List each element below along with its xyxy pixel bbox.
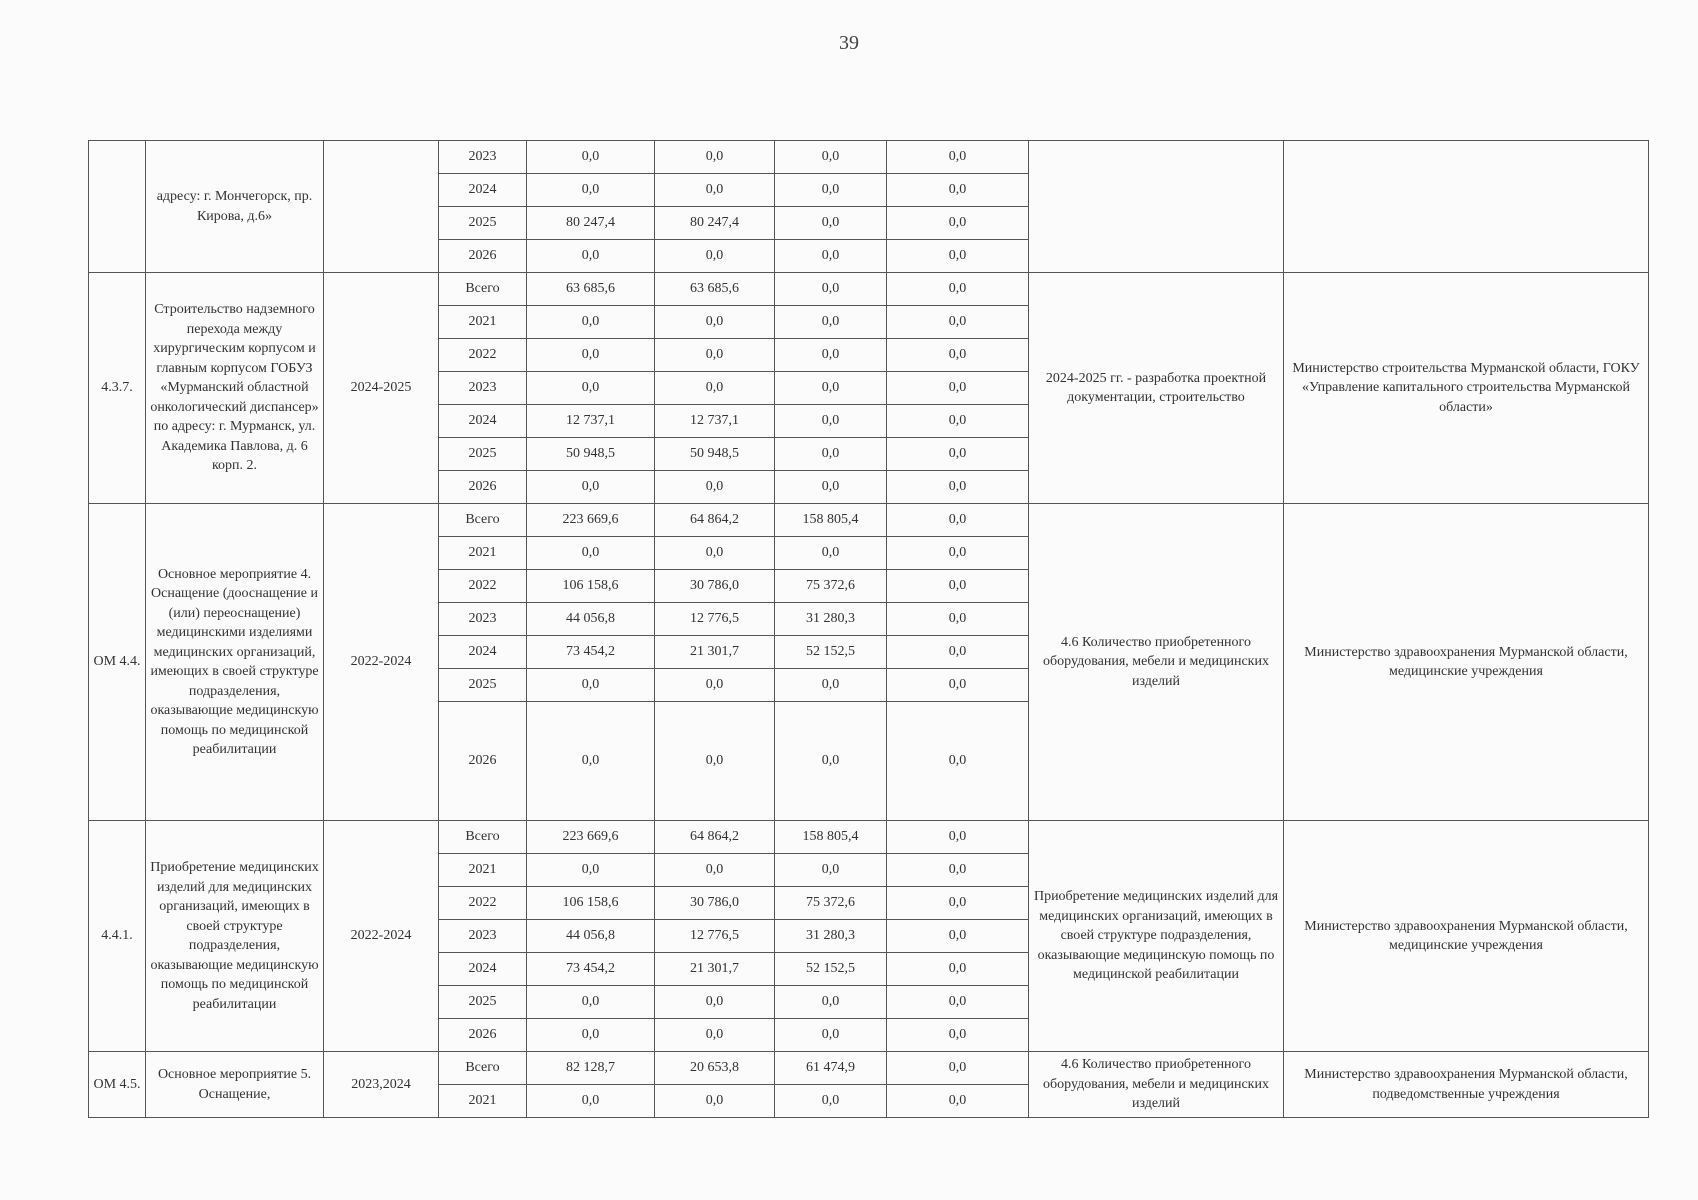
year-cell: 2026 bbox=[439, 1019, 527, 1052]
value-cell: 12 737,1 bbox=[527, 405, 655, 438]
row-period: 2024-2025 bbox=[324, 273, 439, 504]
value-cell: 0,0 bbox=[655, 854, 775, 887]
value-cell: 106 158,6 bbox=[527, 570, 655, 603]
value-cell: 0,0 bbox=[887, 570, 1029, 603]
value-cell: 30 786,0 bbox=[655, 570, 775, 603]
value-cell: 52 152,5 bbox=[775, 636, 887, 669]
year-cell: 2021 bbox=[439, 537, 527, 570]
row-period: 2023,2024 bbox=[324, 1052, 439, 1118]
value-cell: 0,0 bbox=[775, 207, 887, 240]
value-cell: 0,0 bbox=[775, 1085, 887, 1118]
value-cell: 0,0 bbox=[775, 240, 887, 273]
value-cell: 0,0 bbox=[887, 1085, 1029, 1118]
value-cell: 21 301,7 bbox=[655, 953, 775, 986]
year-cell: 2026 bbox=[439, 471, 527, 504]
page-number: 39 bbox=[839, 32, 859, 54]
row-code: 4.3.7. bbox=[89, 273, 146, 504]
value-cell: 0,0 bbox=[775, 537, 887, 570]
year-cell: 2023 bbox=[439, 372, 527, 405]
year-cell: 2024 bbox=[439, 636, 527, 669]
value-cell: 0,0 bbox=[655, 1019, 775, 1052]
value-cell: 158 805,4 bbox=[775, 504, 887, 537]
year-cell: 2023 bbox=[439, 920, 527, 953]
value-cell: 0,0 bbox=[527, 240, 655, 273]
table-row bbox=[89, 504, 1649, 537]
value-cell: 0,0 bbox=[775, 306, 887, 339]
value-cell: 0,0 bbox=[887, 920, 1029, 953]
value-cell: 0,0 bbox=[775, 986, 887, 1019]
value-cell: 223 669,6 bbox=[527, 821, 655, 854]
year-cell: 2021 bbox=[439, 854, 527, 887]
value-cell: 0,0 bbox=[775, 405, 887, 438]
value-cell: 61 474,9 bbox=[775, 1052, 887, 1085]
budget-table bbox=[88, 140, 1649, 1118]
table-row bbox=[89, 273, 1649, 306]
value-cell: 0,0 bbox=[527, 537, 655, 570]
row-code: ОМ 4.4. bbox=[89, 504, 146, 821]
value-cell: 44 056,8 bbox=[527, 603, 655, 636]
row-executor: Министерство здравоохранения Мурманской области, подведомственные учреждения bbox=[1284, 1052, 1649, 1118]
value-cell: 20 653,8 bbox=[655, 1052, 775, 1085]
value-cell: 0,0 bbox=[655, 306, 775, 339]
value-cell: 0,0 bbox=[775, 174, 887, 207]
value-cell: 75 372,6 bbox=[775, 887, 887, 920]
row-executor: Министерство здравоохранения Мурманской области, медицинские учреждения bbox=[1284, 821, 1649, 1052]
value-cell: 0,0 bbox=[527, 854, 655, 887]
row-code: ОМ 4.5. bbox=[89, 1052, 146, 1118]
row-name: Приобретение медицинских изделий для медицинских организаций, имеющих в своей структуре подразделения, оказывающие медицинскую помощь по медицинской реабилитации bbox=[146, 821, 324, 1052]
value-cell: 0,0 bbox=[655, 372, 775, 405]
table-body bbox=[89, 141, 1649, 1118]
value-cell: 0,0 bbox=[887, 953, 1029, 986]
year-cell: 2025 bbox=[439, 669, 527, 702]
value-cell: 0,0 bbox=[887, 821, 1029, 854]
value-cell: 0,0 bbox=[887, 1052, 1029, 1085]
value-cell: 0,0 bbox=[887, 438, 1029, 471]
value-cell: 0,0 bbox=[527, 372, 655, 405]
value-cell: 63 685,6 bbox=[655, 273, 775, 306]
year-cell: 2025 bbox=[439, 986, 527, 1019]
row-result: 4.6 Количество приобретенного оборудования, мебели и медицинских изделий bbox=[1029, 504, 1284, 821]
value-cell: 0,0 bbox=[887, 669, 1029, 702]
row-result: Приобретение медицинских изделий для медицинских организаций, имеющих в своей структуре подразделения, оказывающие медицинскую помощь по медицинской реабилитации bbox=[1029, 821, 1284, 1052]
value-cell: 0,0 bbox=[775, 854, 887, 887]
row-code: 4.4.1. bbox=[89, 821, 146, 1052]
value-cell: 73 454,2 bbox=[527, 636, 655, 669]
value-cell: 0,0 bbox=[655, 240, 775, 273]
value-cell: 21 301,7 bbox=[655, 636, 775, 669]
value-cell: 0,0 bbox=[775, 273, 887, 306]
year-cell: 2022 bbox=[439, 339, 527, 372]
value-cell: 0,0 bbox=[775, 702, 887, 821]
value-cell: 0,0 bbox=[655, 1085, 775, 1118]
value-cell: 64 864,2 bbox=[655, 821, 775, 854]
row-name: адресу: г. Мончегорск, пр. Кирова, д.6» bbox=[146, 141, 324, 273]
value-cell: 0,0 bbox=[887, 471, 1029, 504]
value-cell: 31 280,3 bbox=[775, 920, 887, 953]
value-cell: 31 280,3 bbox=[775, 603, 887, 636]
value-cell: 75 372,6 bbox=[775, 570, 887, 603]
value-cell: 0,0 bbox=[655, 702, 775, 821]
value-cell: 0,0 bbox=[775, 438, 887, 471]
row-name: Основное мероприятие 5. Оснащение, bbox=[146, 1052, 324, 1118]
value-cell: 0,0 bbox=[527, 339, 655, 372]
value-cell: 0,0 bbox=[655, 537, 775, 570]
value-cell: 0,0 bbox=[775, 372, 887, 405]
year-cell: 2025 bbox=[439, 438, 527, 471]
value-cell: 0,0 bbox=[887, 174, 1029, 207]
year-cell: Всего bbox=[439, 1052, 527, 1085]
row-executor bbox=[1284, 141, 1649, 273]
value-cell: 0,0 bbox=[887, 339, 1029, 372]
value-cell: 52 152,5 bbox=[775, 953, 887, 986]
value-cell: 50 948,5 bbox=[655, 438, 775, 471]
table-row bbox=[89, 141, 1649, 174]
year-cell: 2023 bbox=[439, 603, 527, 636]
table-row bbox=[89, 821, 1649, 854]
row-name: Основное мероприятие 4. Оснащение (дооснащение и (или) переоснащение) медицинскими изделиями медицинских организаций, имеющих в своей структуре подразделения, оказывающие медицинскую помощь по медицинской реабилитации bbox=[146, 504, 324, 821]
row-code bbox=[89, 141, 146, 273]
value-cell: 0,0 bbox=[527, 986, 655, 1019]
value-cell: 0,0 bbox=[655, 141, 775, 174]
row-period: 2022-2024 bbox=[324, 504, 439, 821]
year-cell: 2024 bbox=[439, 405, 527, 438]
value-cell: 0,0 bbox=[527, 174, 655, 207]
value-cell: 0,0 bbox=[887, 504, 1029, 537]
year-cell: 2022 bbox=[439, 570, 527, 603]
value-cell: 106 158,6 bbox=[527, 887, 655, 920]
table-row bbox=[89, 1052, 1649, 1085]
row-result: 4.6 Количество приобретенного оборудования, мебели и медицинских изделий bbox=[1029, 1052, 1284, 1118]
value-cell: 0,0 bbox=[527, 306, 655, 339]
value-cell: 80 247,4 bbox=[527, 207, 655, 240]
value-cell: 0,0 bbox=[887, 702, 1029, 821]
value-cell: 80 247,4 bbox=[655, 207, 775, 240]
value-cell: 63 685,6 bbox=[527, 273, 655, 306]
year-cell: 2025 bbox=[439, 207, 527, 240]
row-result bbox=[1029, 141, 1284, 273]
row-period: 2022-2024 bbox=[324, 821, 439, 1052]
value-cell: 0,0 bbox=[655, 986, 775, 1019]
value-cell: 0,0 bbox=[775, 339, 887, 372]
year-cell: 2026 bbox=[439, 240, 527, 273]
value-cell: 73 454,2 bbox=[527, 953, 655, 986]
value-cell: 0,0 bbox=[527, 1085, 655, 1118]
value-cell: 0,0 bbox=[887, 273, 1029, 306]
value-cell: 0,0 bbox=[527, 1019, 655, 1052]
value-cell: 0,0 bbox=[887, 854, 1029, 887]
value-cell: 0,0 bbox=[527, 471, 655, 504]
row-result: 2024-2025 гг. - разработка проектной документации, строительство bbox=[1029, 273, 1284, 504]
value-cell: 0,0 bbox=[775, 1019, 887, 1052]
value-cell: 64 864,2 bbox=[655, 504, 775, 537]
year-cell: 2022 bbox=[439, 887, 527, 920]
value-cell: 0,0 bbox=[887, 405, 1029, 438]
value-cell: 0,0 bbox=[887, 141, 1029, 174]
year-cell: 2024 bbox=[439, 174, 527, 207]
row-period bbox=[324, 141, 439, 273]
year-cell: Всего bbox=[439, 821, 527, 854]
value-cell: 44 056,8 bbox=[527, 920, 655, 953]
value-cell: 0,0 bbox=[655, 174, 775, 207]
value-cell: 50 948,5 bbox=[527, 438, 655, 471]
value-cell: 0,0 bbox=[887, 603, 1029, 636]
value-cell: 0,0 bbox=[887, 986, 1029, 1019]
row-name: Строительство надземного перехода между хирургическим корпусом и главным корпусом ГОБУЗ «Мурманский областной онкологический диспансер» по адресу: г. Мурманск, ул. Академика Павлова, д. 6 корп. 2. bbox=[146, 273, 324, 504]
value-cell: 0,0 bbox=[887, 636, 1029, 669]
year-cell: 2021 bbox=[439, 1085, 527, 1118]
value-cell: 0,0 bbox=[655, 669, 775, 702]
value-cell: 158 805,4 bbox=[775, 821, 887, 854]
value-cell: 82 128,7 bbox=[527, 1052, 655, 1085]
value-cell: 0,0 bbox=[887, 306, 1029, 339]
value-cell: 0,0 bbox=[527, 141, 655, 174]
year-cell: 2023 bbox=[439, 141, 527, 174]
value-cell: 0,0 bbox=[887, 372, 1029, 405]
value-cell: 0,0 bbox=[775, 141, 887, 174]
value-cell: 0,0 bbox=[887, 537, 1029, 570]
value-cell: 223 669,6 bbox=[527, 504, 655, 537]
value-cell: 12 776,5 bbox=[655, 920, 775, 953]
row-executor: Министерство здравоохранения Мурманской области, медицинские учреждения bbox=[1284, 504, 1649, 821]
year-cell: 2024 bbox=[439, 953, 527, 986]
year-cell: Всего bbox=[439, 273, 527, 306]
value-cell: 0,0 bbox=[527, 669, 655, 702]
value-cell: 0,0 bbox=[887, 240, 1029, 273]
value-cell: 0,0 bbox=[775, 471, 887, 504]
value-cell: 0,0 bbox=[527, 702, 655, 821]
year-cell: Всего bbox=[439, 504, 527, 537]
row-executor: Министерство строительства Мурманской области, ГОКУ «Управление капитального строительства Мурманской области» bbox=[1284, 273, 1649, 504]
value-cell: 0,0 bbox=[655, 339, 775, 372]
value-cell: 0,0 bbox=[887, 207, 1029, 240]
value-cell: 0,0 bbox=[775, 669, 887, 702]
value-cell: 12 776,5 bbox=[655, 603, 775, 636]
value-cell: 0,0 bbox=[655, 471, 775, 504]
year-cell: 2026 bbox=[439, 702, 527, 821]
value-cell: 0,0 bbox=[887, 1019, 1029, 1052]
year-cell: 2021 bbox=[439, 306, 527, 339]
value-cell: 0,0 bbox=[887, 887, 1029, 920]
value-cell: 12 737,1 bbox=[655, 405, 775, 438]
value-cell: 30 786,0 bbox=[655, 887, 775, 920]
